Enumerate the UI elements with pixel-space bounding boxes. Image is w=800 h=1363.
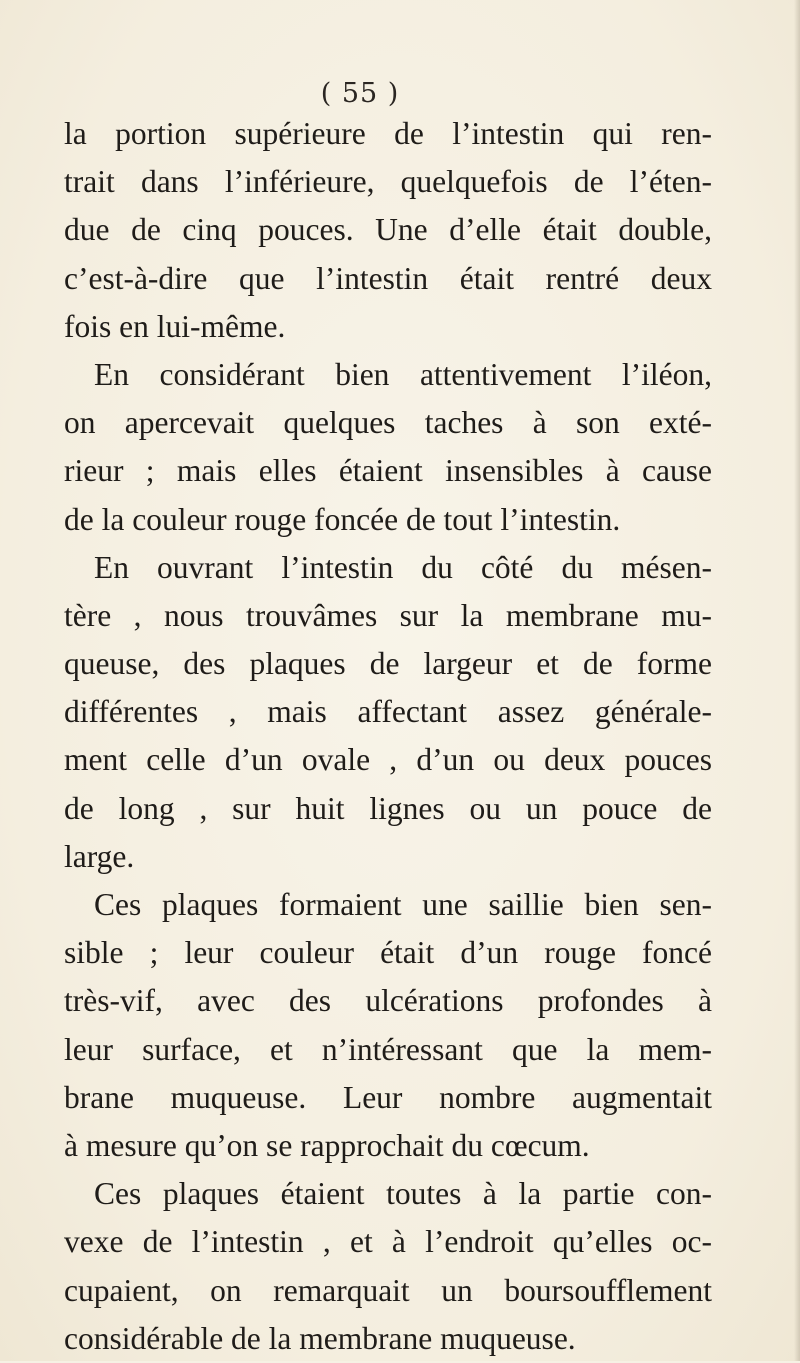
text-line: de long , sur huit lignes ou un pouce de xyxy=(64,790,712,826)
text-line: sible ; leur couleur était d’un rouge foncé xyxy=(64,935,712,971)
text-line: large. xyxy=(64,838,135,874)
text-line: En considérant bien attentivement l’iléon, xyxy=(94,356,712,392)
text-line: la portion supérieure de l’intestin qui ren- xyxy=(64,116,712,151)
text-line: brane muqueuse. Leur nombre augmentait xyxy=(64,1079,712,1115)
text-line: Ces plaques formaient une saillie bien sen- xyxy=(94,887,712,922)
page-edge-shadow xyxy=(794,0,800,1361)
text-line: tère , nous trouvâmes sur la membrane mu- xyxy=(64,597,712,633)
text-line: c’est-à-dire que l’intestin était rentré deux xyxy=(64,260,712,296)
text-line: En ouvrant l’intestin du côté du mésen- xyxy=(94,549,712,585)
text-line: ment celle d’un ovale , d’un ou deux pouces xyxy=(64,742,712,778)
text-line: on apercevait quelques taches à son exté- xyxy=(64,405,712,441)
text-line: cupaient, on remarquait un boursoufflement xyxy=(64,1272,712,1308)
text-line: à mesure qu’on se rapprochait du cœcum. xyxy=(64,1127,590,1163)
text-line: très-vif, avec des ulcérations profondes à xyxy=(64,983,712,1019)
text-line: due de cinq pouces. Une d’elle était double, xyxy=(64,212,712,248)
text-line: queuse, des plaques de largeur et de forme xyxy=(64,646,712,682)
text-line: rieur ; mais elles étaient insensibles à cause xyxy=(64,453,712,489)
text-line: fois en lui-même. xyxy=(64,308,286,344)
page-number: ( 55 ) xyxy=(320,78,400,109)
text-line: vexe de l’intestin , et à l’endroit qu’elles oc- xyxy=(64,1224,712,1260)
text-line: Ces plaques étaient toutes à la partie con- xyxy=(94,1176,712,1212)
text-line: trait dans l’inférieure, quelquefois de l’éten- xyxy=(64,164,712,200)
text-line: différentes , mais affectant assez générale- xyxy=(64,694,712,730)
body-text xyxy=(64,110,712,1363)
text-line: de la couleur rouge foncée de tout l’intestin. xyxy=(64,501,621,537)
text-line: leur surface, et n’intéressant que la mem- xyxy=(64,1031,712,1067)
text-line: considérable de la membrane muqueuse. xyxy=(64,1320,576,1356)
